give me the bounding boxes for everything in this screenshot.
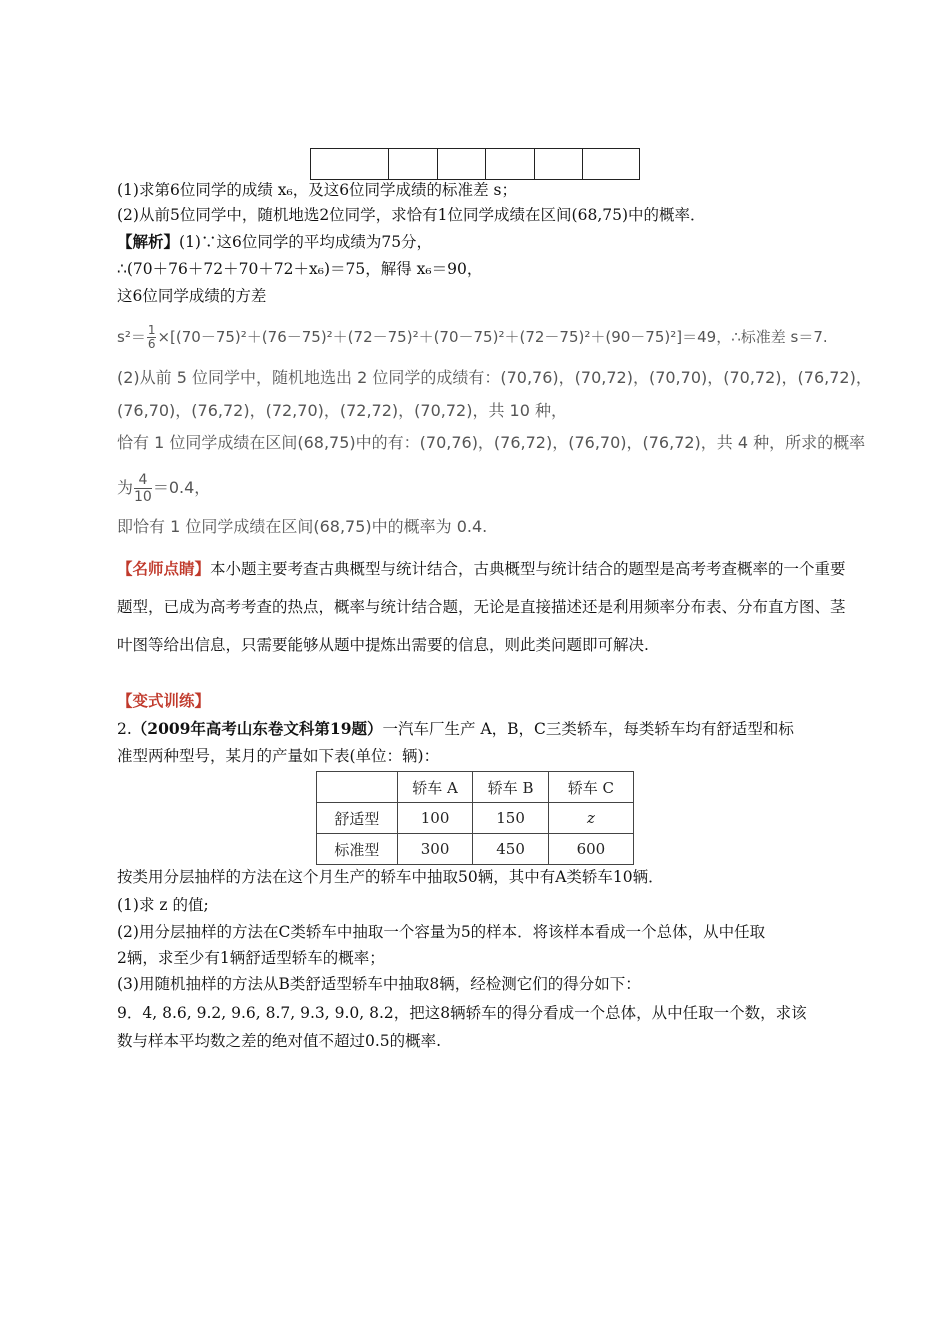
prob-suffix: ＝0.4， [152, 478, 211, 497]
table-cell: 450 [473, 834, 548, 865]
variant-q3: (3)用随机抽样的方法从B类舒适型轿车中抽取8辆，经检测它们的得分如下： [117, 975, 641, 993]
solution-text: (1)∵这6位同学的平均成绩为75分， [179, 233, 433, 251]
fraction-denominator: 10 [134, 489, 152, 505]
variant-source: （2009年高考山东卷文科第19题） [131, 719, 383, 738]
variant-last: 数与样本平均数之差的绝对值不超过0.5的概率. [117, 1032, 442, 1050]
prob-fraction [134, 472, 152, 505]
table-header-cell: 轿车 B [473, 772, 548, 803]
table-header-cell [317, 772, 398, 803]
solution-line-1 [117, 231, 432, 253]
variance-fraction [147, 324, 157, 351]
top-empty-table [310, 148, 640, 180]
car-production-table [316, 771, 634, 865]
table-cell: 100 [397, 803, 472, 834]
variant-number: 2. [117, 720, 132, 738]
variance-prefix: s²＝ [117, 328, 146, 346]
table-row [317, 803, 634, 834]
table-cell: 舒适型 [317, 803, 398, 834]
table-cell: z [548, 803, 633, 834]
table-cell: 300 [397, 834, 472, 865]
table-cell [486, 149, 535, 180]
table-cell [583, 149, 640, 180]
part2-line-5: 即恰有 1 位同学成绩在区间(68,75)中的概率为 0.4. [117, 517, 488, 536]
variant-line-2: 准型两种型号，某月的产量如下表(单位：辆)： [117, 747, 440, 765]
variance-formula [117, 324, 828, 351]
question-part-2: (2)从前5位同学中，随机地选2位同学，求恰有1位同学成绩在区间(68,75)中的概率． [117, 206, 706, 224]
table-cell [534, 149, 583, 180]
variant-scores: 9．4, 8.6, 9.2, 9.6, 8.7, 9.3, 9.0, 8.2，把这8辆轿车的得分看成一个总体，从中任取一个数，求该 [117, 1004, 807, 1022]
table-cell: 150 [473, 803, 548, 834]
table-cell [311, 149, 389, 180]
variant-tag: 【变式训练】 [117, 691, 211, 710]
variant-q2a: (2)用分层抽样的方法在C类轿车中抽取一个容量为5的样本．将该样本看成一个总体，从中任取 [117, 923, 766, 941]
table-cell [389, 149, 438, 180]
variant-q1: (1)求 z 的值; [117, 896, 209, 914]
variance-body: ×[(70－75)²＋(76－75)²＋(72－75)²＋(70－75)²＋(72－75)²＋(90－75)²]＝49，∴标准差 s＝7. [157, 328, 828, 346]
prob-prefix: 为 [117, 478, 134, 497]
teacher-tip [117, 550, 847, 664]
solution-tag: 【解析】 [117, 232, 180, 251]
part2-line-2: (76,70)，(76,72)，(72,70)，(72,72)，(70,72)，共 10 种， [117, 401, 567, 420]
table-header-cell: 轿车 C [548, 772, 633, 803]
question-part-1: (1)求第6位同学的成绩 x₆，及这6位同学成绩的标准差 s； [117, 181, 517, 199]
fraction-denominator: 6 [147, 337, 156, 351]
variant-after-table: 按类用分层抽样的方法在这个月生产的轿车中抽取50辆，其中有A类轿车10辆． [117, 868, 664, 886]
tip-tag: 【名师点睛】 [117, 560, 211, 578]
table-cell [437, 149, 486, 180]
part2-line-1: (2)从前 5 位同学中，随机地选出 2 位同学的成绩有：(70,76)，(70,72)，(70,70)，(70,72)，(76,72)， [117, 368, 872, 387]
table-cell: 600 [548, 834, 633, 865]
table-header-row [317, 772, 634, 803]
fraction-numerator: 4 [134, 472, 152, 489]
table-header-cell: 轿车 A [397, 772, 472, 803]
solution-line-2: ∴(70＋76＋72＋70＋72＋x₆)＝75，解得 x₆＝90， [117, 260, 483, 278]
variant-line-1 [117, 718, 794, 740]
part2-line-3: 恰有 1 位同学成绩在区间(68,75)中的有：(70,76)，(76,72)，(76,70)，(76,72)，共 4 种，所求的概率 [117, 433, 866, 452]
tip-text: 本小题主要考查古典概型与统计结合，古典概型与统计结合的题型是高考考查概率的一个重要题型，已成为高考考查的热点，概率与统计结合题，无论是直接描述还是利用频率分布表、分布直方图、茎叶图等给出信息，只需要能够从题中提炼出需要的信息，则此类问题即可解决. [117, 560, 846, 654]
variant-text: 一汽车厂生产 A，B，C三类轿车，每类轿车均有舒适型和标 [382, 720, 794, 738]
variant-q2b: 2辆，求至少有1辆舒适型轿车的概率； [117, 949, 385, 967]
solution-line-3: 这6位同学成绩的方差 [117, 287, 267, 305]
table-row [317, 834, 634, 865]
table-cell: 标准型 [317, 834, 398, 865]
part2-line-4 [117, 472, 210, 505]
fraction-numerator: 1 [147, 323, 156, 337]
